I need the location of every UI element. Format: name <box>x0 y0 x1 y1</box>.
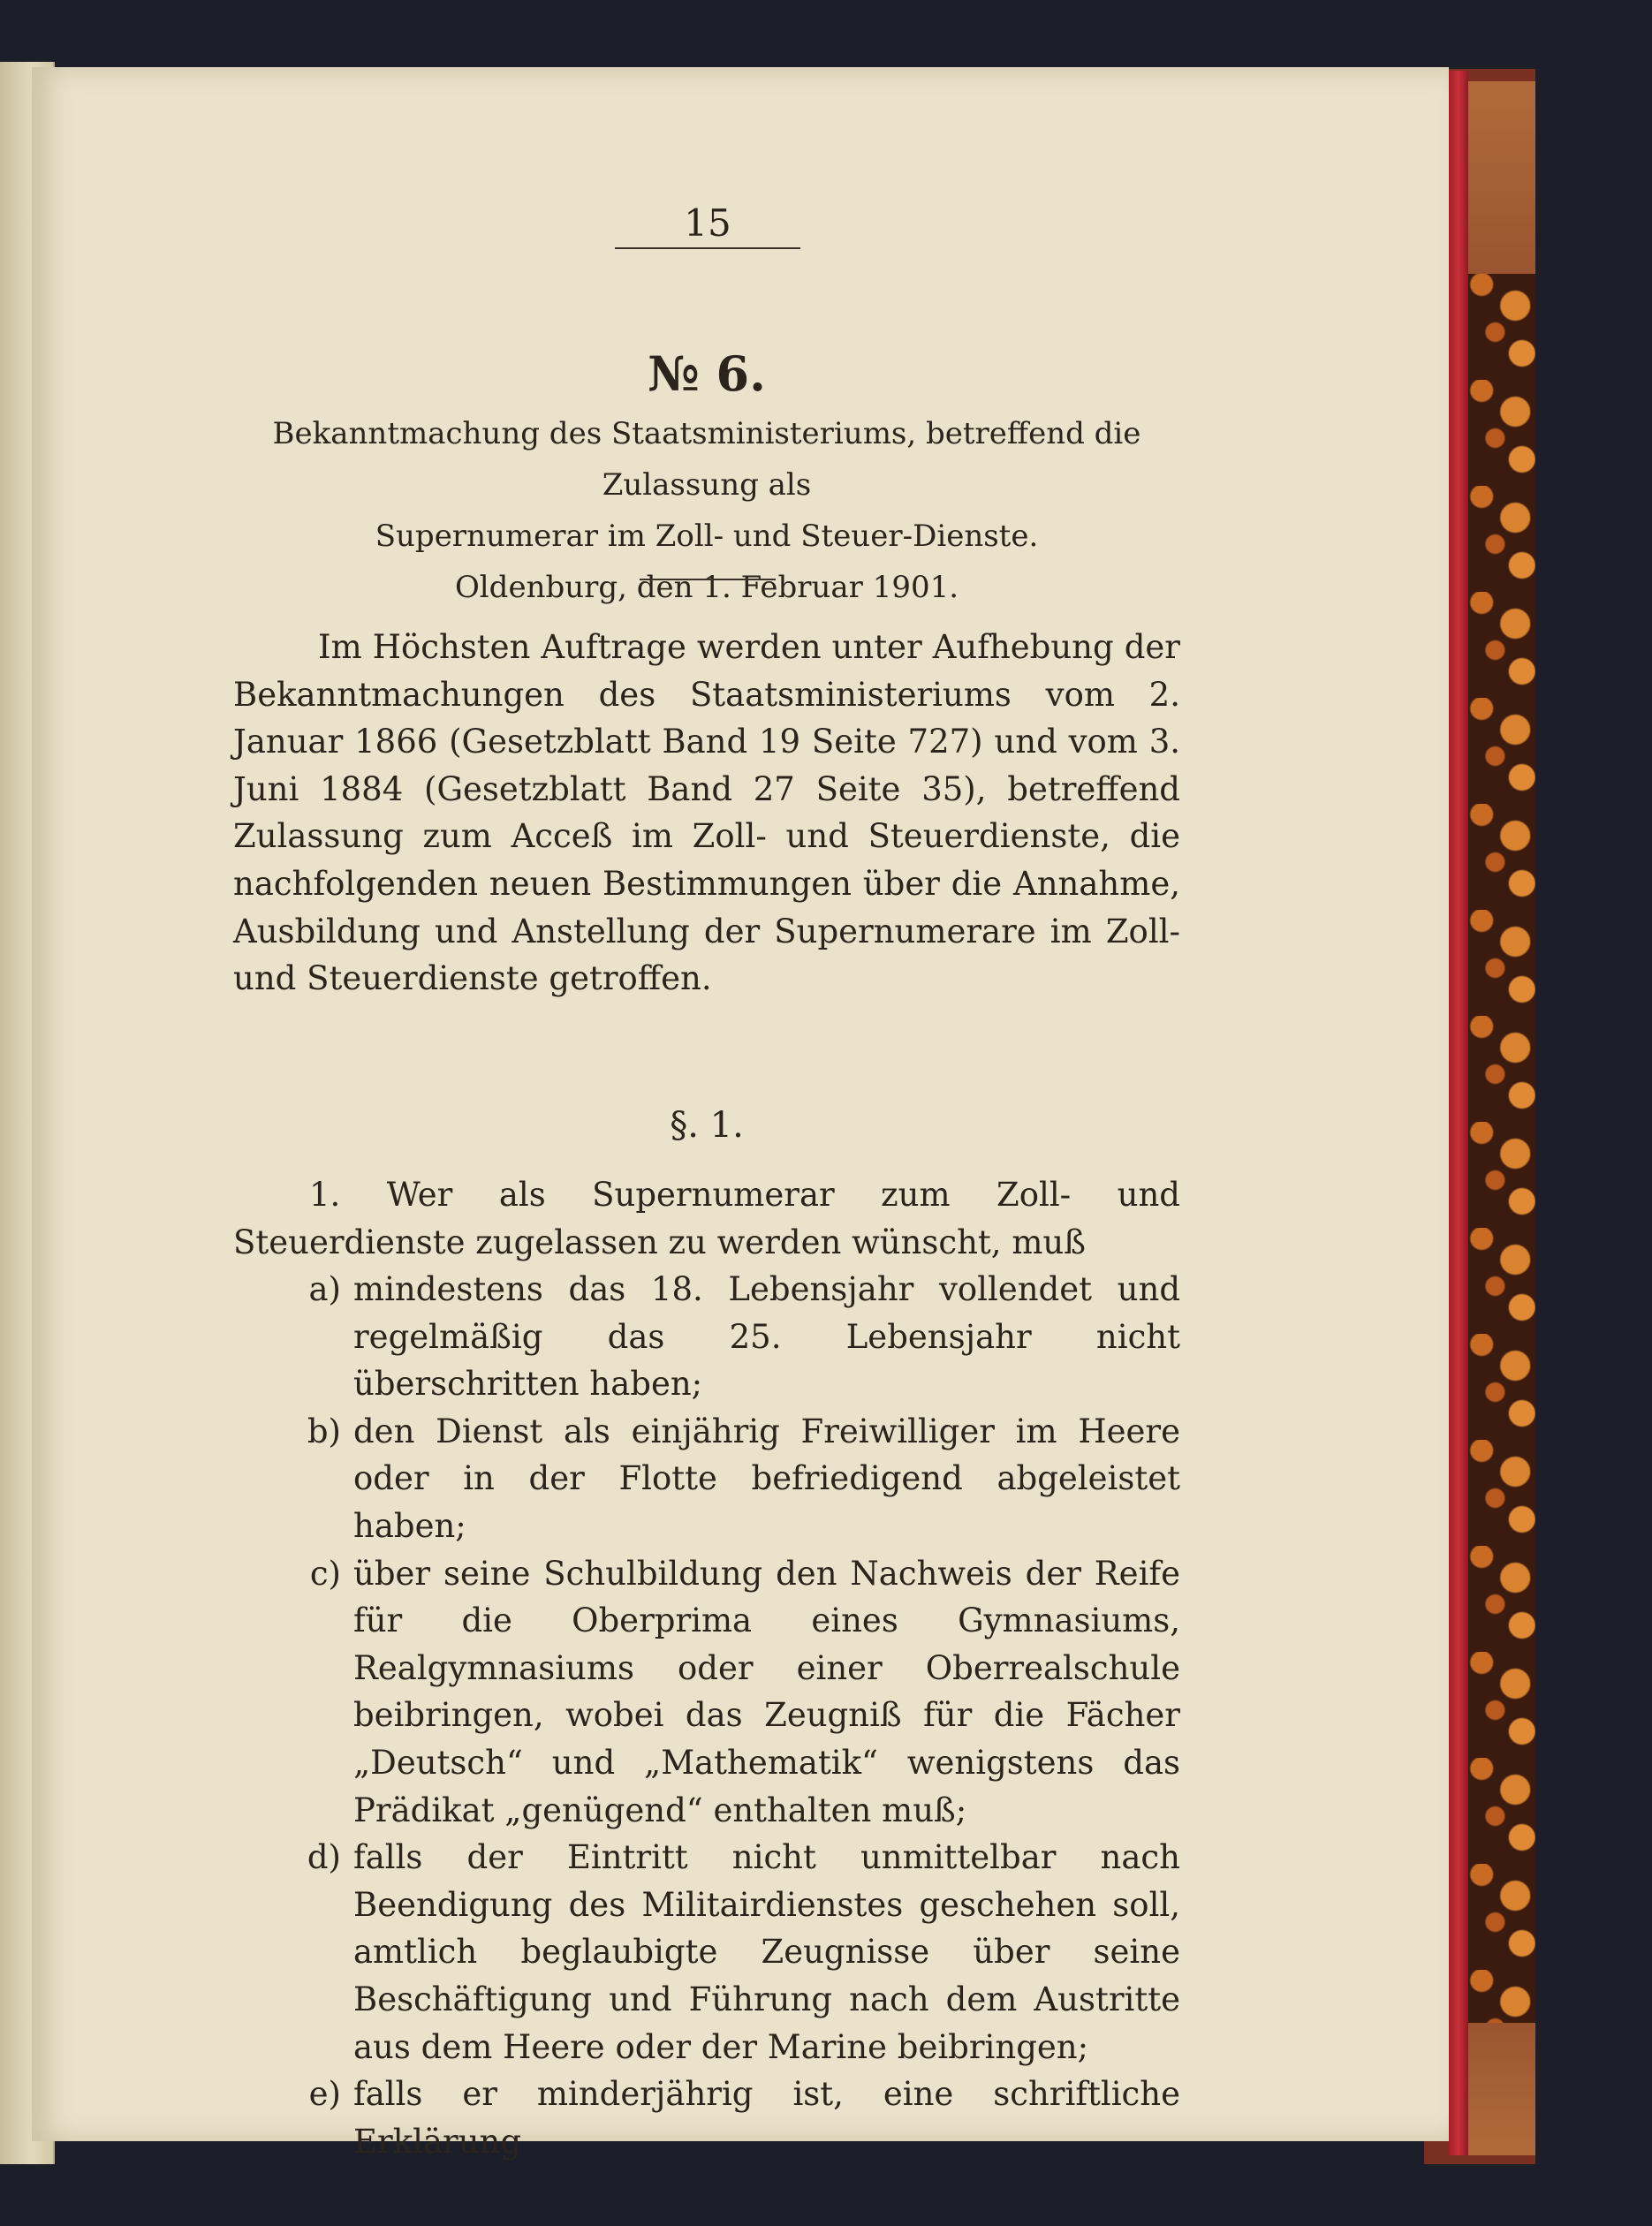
list-item-text: den Dienst als einjährig Freiwilliger im Heere oder in der Flotte befriedigend abgeleistet haben; <box>353 1412 1180 1545</box>
list-item <box>233 1550 1180 1835</box>
title-line: Supernumerar im Zoll- und Steuer-Dienste. <box>375 519 1039 554</box>
list-item <box>233 1408 1180 1550</box>
document-number: № 6. <box>648 345 766 402</box>
marbled-cover <box>1468 274 1535 2023</box>
list-item-text: falls er minderjährig ist, eine schriftliche Erklärung <box>353 2075 1180 2161</box>
list-item-marker: d) <box>307 1838 341 1877</box>
title-date: Oldenburg, den 1. Februar 1901. <box>454 570 959 605</box>
leather-corner-bottom <box>1468 2023 1535 2155</box>
list-item <box>233 2071 1180 2165</box>
list-item-text: falls der Eintritt nicht unmittelbar nach Beendigung des Militairdienstes geschehen soll, amtlich beglaubigte Zeugnisse über seine Beschäftigung und Führung nach dem Austritte aus dem Heere oder der Marine beibringen; <box>353 1838 1180 2066</box>
section-paragraph: 1. Wer als Supernumerar zum Zoll- und Steuerdienste zugelassen zu werden wünscht, muß <box>233 1176 1180 1261</box>
red-page-edge <box>1449 71 1468 2155</box>
page-number-rule <box>615 247 800 249</box>
requirement-list <box>233 1266 1180 2165</box>
title-rule <box>640 579 776 580</box>
list-item-marker: b) <box>307 1412 341 1450</box>
document-title <box>233 408 1180 613</box>
page-number: 15 <box>684 201 731 245</box>
list-item-marker: e) <box>308 2075 341 2114</box>
book-page <box>32 67 1449 2161</box>
list-item <box>233 1266 1180 1408</box>
section-heading: §. 1. <box>670 1105 744 1146</box>
list-item-marker: a) <box>308 1270 341 1308</box>
list-item <box>233 1834 1180 2071</box>
leather-corner-top <box>1468 81 1535 274</box>
list-item-text: über seine Schulbildung den Nachweis der Reife für die Oberprima eines Gymnasiums, Realgymnasiums oder einer Oberrealschule beibringen, wobei das Zeugniß für die Fächer „Deutsch“ und „Mathematik“ wenigstens das Prädikat „genügend“ enthalten muß; <box>353 1554 1180 1829</box>
list-item-text: mindestens das 18. Lebensjahr vollendet und regelmäßig das 25. Lebensjahr nicht überschritten haben; <box>353 1270 1180 1404</box>
title-line: Bekanntmachung des Staatsministeriums, betreffend die Zulassung als <box>272 416 1141 503</box>
list-item-marker: c) <box>309 1554 341 1593</box>
intro-paragraph: Im Höchsten Auftrage werden unter Aufhebung der Bekanntmachungen des Staatsministeriums vom 2. Januar 1866 (Gesetzblatt Band 19 Seite 727) und vom 3. Juni 1884 (Gesetzblatt Band 27 Seite 35), betreffend Zulassung zum Acceß im Zoll- und Steuerdienste, die nachfolgenden neuen Bestimmungen über die Annahme, Ausbildung und Anstellung der Supernumerare im Zoll- und Steuerdienste getroffen. <box>233 628 1180 998</box>
